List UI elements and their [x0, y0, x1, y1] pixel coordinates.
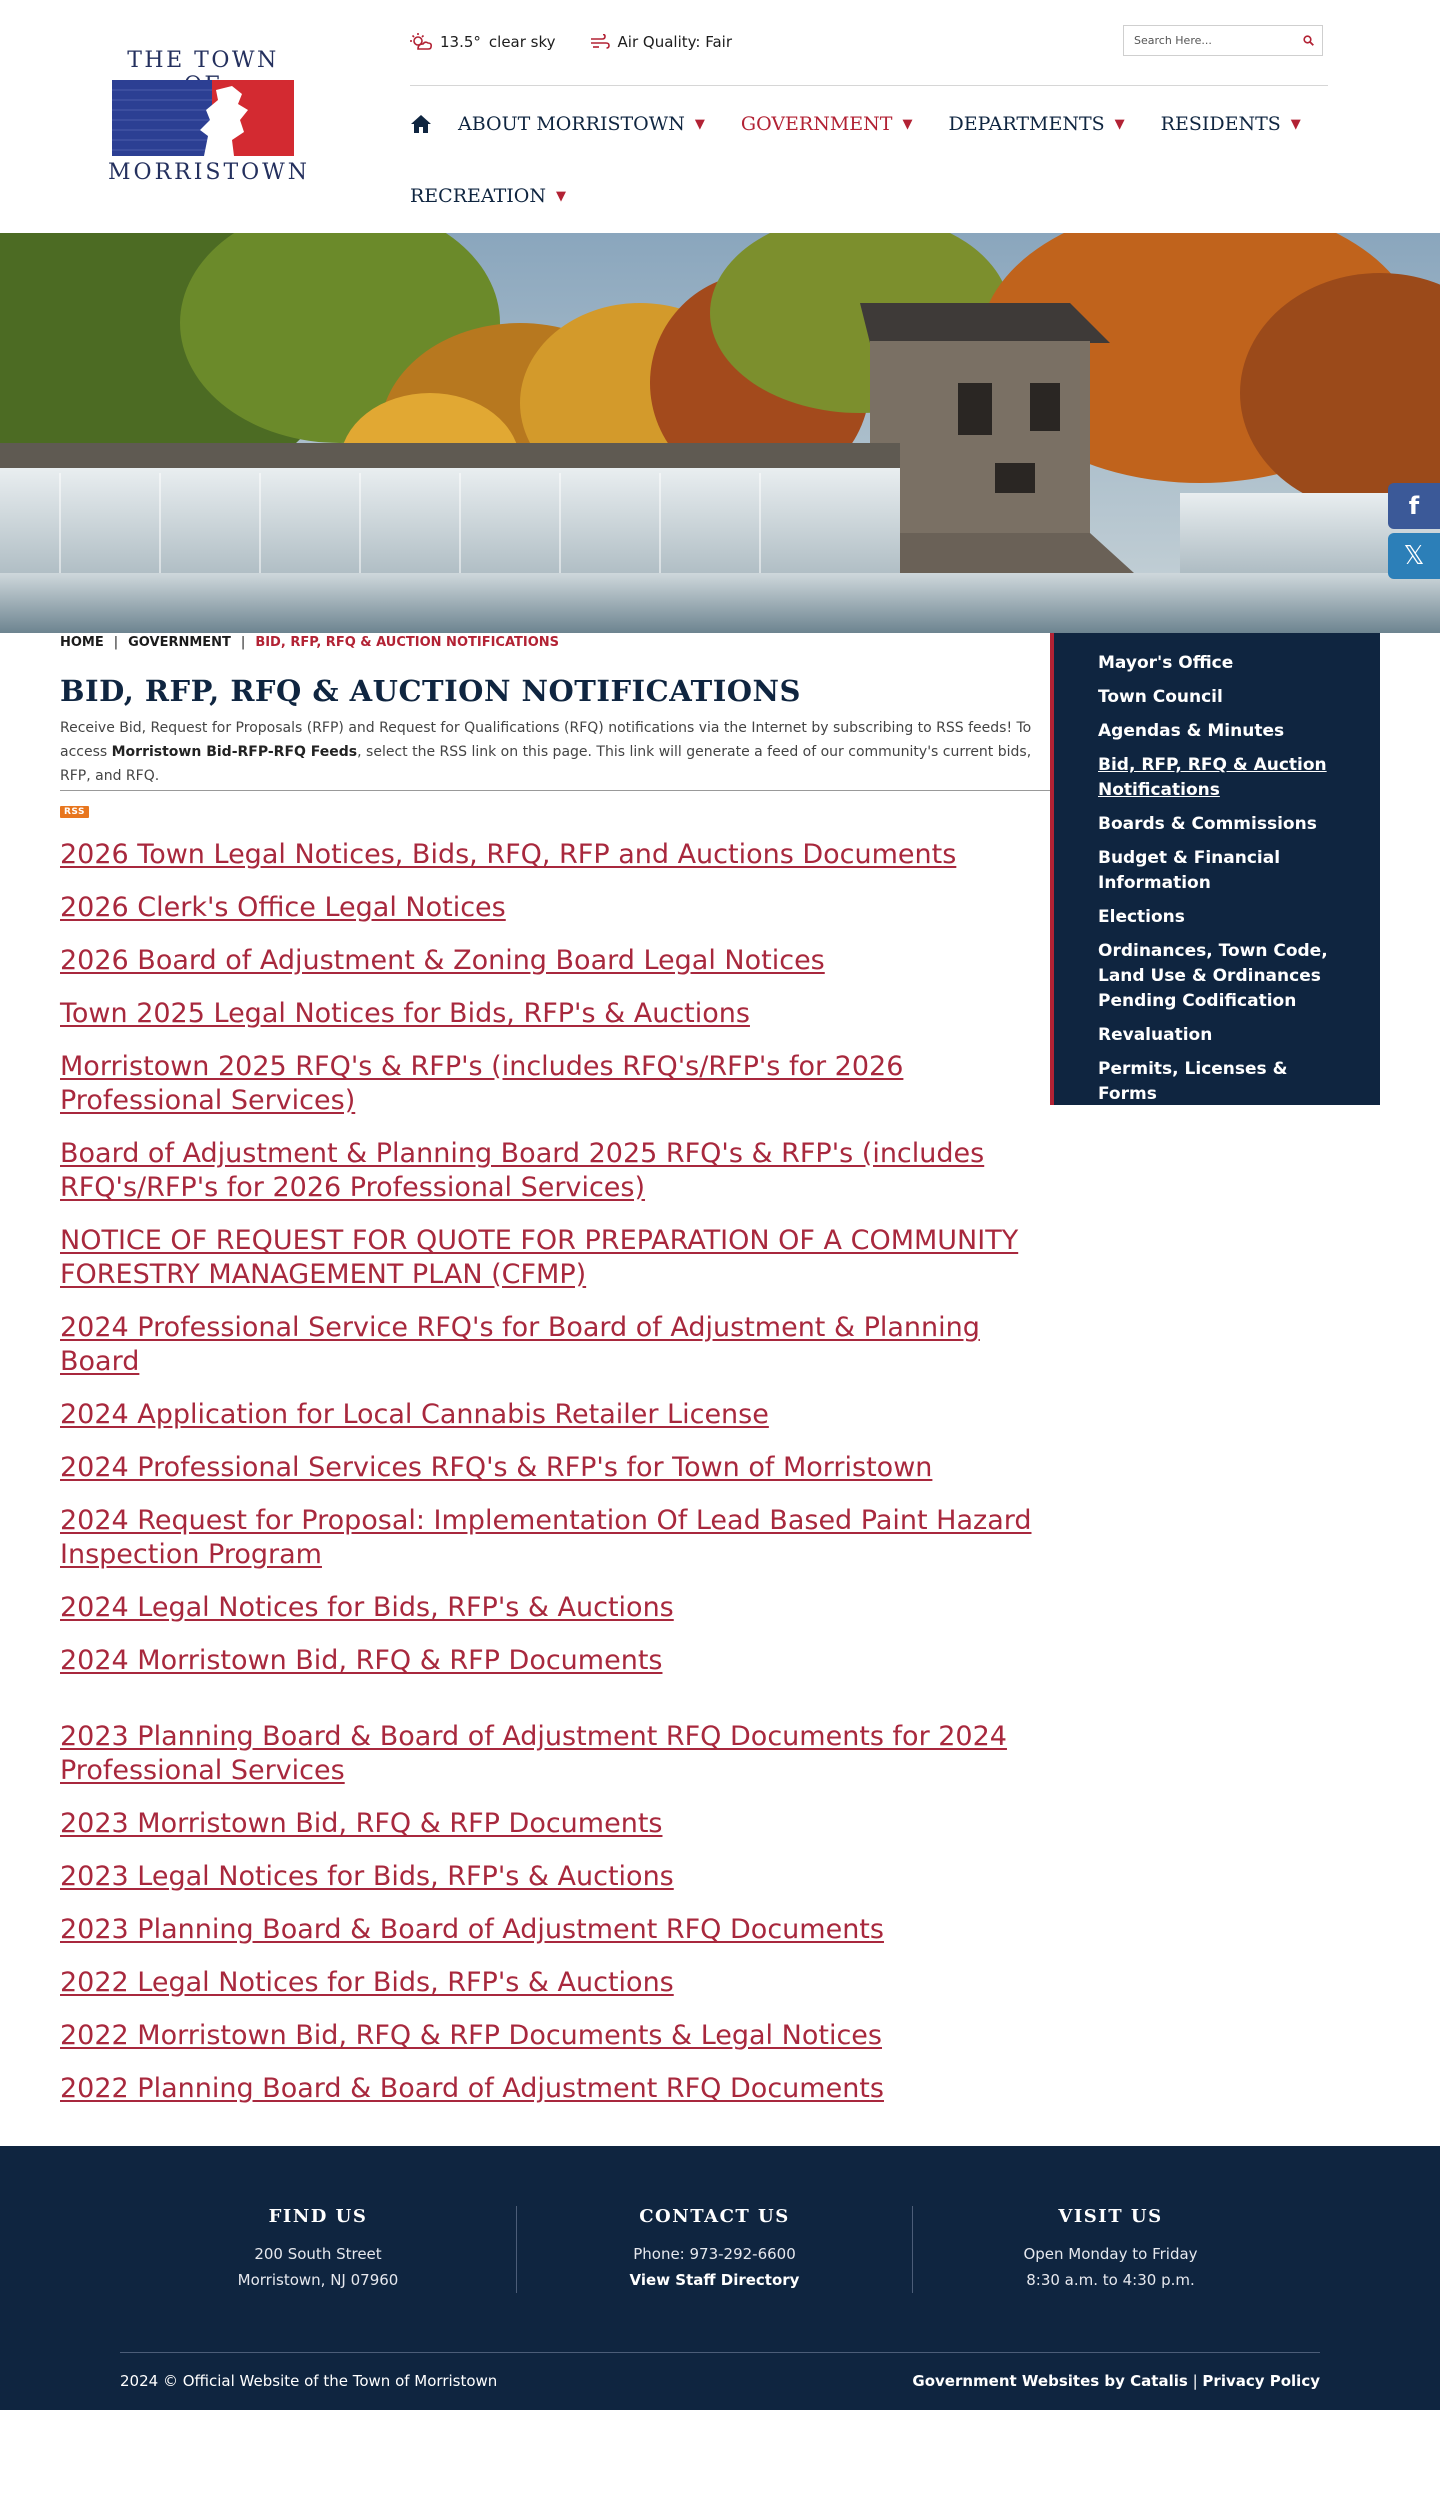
chevron-down-icon: ▼: [555, 188, 566, 204]
wind-icon: [590, 34, 610, 50]
hero-banner: [0, 233, 1440, 633]
document-link[interactable]: 2026 Town Legal Notices, Bids, RFQ, RFP and Auctions Documents: [60, 839, 957, 870]
x-icon[interactable]: 𝕏: [1388, 533, 1440, 579]
list-item: [60, 1504, 1050, 1572]
list-item: [60, 1591, 1050, 1625]
logo-emblem: [112, 80, 294, 156]
breadcrumb-government[interactable]: GOVERNMENT: [128, 635, 231, 650]
intro-divider: [60, 790, 1050, 791]
chevron-down-icon: ▼: [1290, 116, 1301, 132]
list-item: [60, 2072, 1050, 2106]
intro-text-b: , select the RSS link on this page. This link will generate a feed of our community's current bids, RFP, and RFQ.: [60, 744, 1032, 784]
footer-contact-title: CONTACT US: [639, 2206, 790, 2227]
footer-contact-us: [516, 2206, 912, 2293]
search-button[interactable]: [1294, 26, 1322, 55]
main-nav: [410, 104, 1330, 216]
sidebar-item-ordinances[interactable]: Ordinances, Town Code, Land Use & Ordinances Pending Codification: [1098, 941, 1328, 1011]
nav-government-label: GOVERNMENT: [740, 113, 893, 135]
list-item: [60, 944, 1050, 978]
weather-condition: clear sky: [488, 33, 556, 51]
footer-divider: [120, 2352, 1320, 2353]
nav-recreation-label: RECREATION: [410, 185, 546, 207]
document-link[interactable]: 2022 Legal Notices for Bids, RFP's & Auctions: [60, 1967, 674, 1998]
sidebar-item-revaluation[interactable]: Revaluation: [1098, 1025, 1213, 1045]
chevron-down-icon: ▼: [902, 116, 913, 132]
air-quality: [590, 33, 732, 51]
search-icon: [1303, 35, 1314, 46]
list-item: [60, 1137, 1050, 1205]
sidebar-item-agendas-minutes[interactable]: Agendas & Minutes: [1098, 721, 1285, 741]
footer-hours-time: 8:30 a.m. to 4:30 p.m.: [1026, 2271, 1195, 2289]
breadcrumb-separator: |: [113, 635, 119, 650]
nav-residents[interactable]: [1161, 113, 1301, 135]
sidebar-item-permits[interactable]: Permits, Licenses & Forms: [1098, 1059, 1288, 1104]
sidebar-item-boards-commissions[interactable]: Boards & Commissions: [1098, 814, 1317, 834]
document-link[interactable]: 2024 Legal Notices for Bids, RFP's & Auctions: [60, 1592, 674, 1623]
site-footer: [0, 2146, 1440, 2410]
staff-directory-link[interactable]: View Staff Directory: [629, 2271, 800, 2289]
list-item: [60, 1807, 1050, 1841]
home-link[interactable]: [410, 112, 432, 136]
temperature-value: 13.5°: [440, 33, 481, 51]
nav-government[interactable]: [741, 113, 913, 135]
list-item: [60, 838, 1050, 872]
list-item: [60, 1860, 1050, 1894]
chevron-down-icon: ▼: [1114, 116, 1125, 132]
nav-about-label: ABOUT MORRISTOWN: [458, 113, 685, 135]
chevron-down-icon: ▼: [694, 116, 705, 132]
document-link[interactable]: Board of Adjustment & Planning Board 2025 RFQ's & RFP's (includes RFQ's/RFP's for 2026 Professional Services): [60, 1138, 985, 1203]
document-link[interactable]: 2023 Planning Board & Board of Adjustment RFQ Documents: [60, 1914, 884, 1945]
breadcrumb-current: BID, RFP, RFQ & AUCTION NOTIFICATIONS: [255, 635, 560, 650]
footer-find-us: [120, 2206, 516, 2293]
list-item: [60, 2019, 1050, 2053]
hero-image: [0, 233, 1440, 633]
footer-link-divider: |: [1192, 2372, 1198, 2390]
social-links: [1388, 483, 1440, 583]
page-title: BID, RFP, RFQ & AUCTION NOTIFICATIONS: [60, 674, 801, 708]
copyright: 2024 © Official Website of the Town of Morristown: [120, 2372, 498, 2390]
weather-bar: [410, 33, 732, 51]
sidebar-item-elections[interactable]: Elections: [1098, 907, 1185, 927]
document-list: [60, 838, 1050, 2106]
search-box: [1123, 25, 1323, 56]
footer-columns: [120, 2206, 1320, 2293]
footer-hours-days: Open Monday to Friday: [1023, 2245, 1198, 2263]
footer-links: [912, 2372, 1320, 2390]
list-item: [60, 1913, 1050, 1947]
nav-row-1: [410, 104, 1330, 144]
list-item: [60, 1050, 1050, 1118]
nav-about[interactable]: [458, 113, 705, 135]
list-item: [60, 997, 1050, 1031]
sun-cloud-icon: [410, 33, 432, 51]
document-link[interactable]: 2024 Request for Proposal: Implementation Of Lead Based Paint Hazard Inspection Program: [60, 1505, 1032, 1570]
weather-temp: [410, 33, 556, 51]
list-item: [60, 891, 1050, 925]
intro-text: [60, 716, 1050, 788]
rss-button[interactable]: RSS: [60, 806, 89, 818]
document-link[interactable]: 2024 Application for Local Cannabis Retailer License: [60, 1399, 769, 1430]
home-icon: [410, 114, 432, 134]
document-link[interactable]: NOTICE OF REQUEST FOR QUOTE FOR PREPARATION OF A COMMUNITY FORESTRY MANAGEMENT PLAN (CFMP): [60, 1225, 1019, 1290]
logo-bottom-text: MORRISTOWN: [108, 160, 311, 185]
breadcrumb: [60, 635, 559, 650]
intro-bold: Morristown Bid-RFP-RFQ Feeds: [111, 744, 358, 760]
footer-bottom-bar: [120, 2372, 1320, 2390]
vendor-link[interactable]: Government Websites by Catalis: [912, 2372, 1188, 2390]
document-link[interactable]: 2023 Planning Board & Board of Adjustment RFQ Documents for 2024 Professional Services: [60, 1721, 1007, 1786]
document-link[interactable]: Morristown 2025 RFQ's & RFP's (includes RFQ's/RFP's for 2026 Professional Services): [60, 1051, 904, 1116]
footer-phone[interactable]: Phone: 973-292-6600: [633, 2245, 796, 2263]
section-sidebar: [1050, 633, 1380, 1105]
list-item: [60, 1311, 1050, 1379]
list-item: [60, 1224, 1050, 1292]
list-item: [60, 1720, 1050, 1788]
document-link[interactable]: Town 2025 Legal Notices for Bids, RFP's & Auctions: [60, 998, 750, 1029]
list-item: [60, 1966, 1050, 2000]
breadcrumb-separator: |: [240, 635, 246, 650]
document-link[interactable]: 2023 Morristown Bid, RFQ & RFP Documents: [60, 1808, 663, 1839]
document-link[interactable]: 2022 Planning Board & Board of Adjustment RFQ Documents: [60, 2073, 884, 2104]
site-header: [0, 0, 1440, 233]
header-divider: [410, 85, 1328, 86]
main-content: [60, 674, 1050, 2125]
list-item: [60, 1451, 1050, 1485]
logo-top-text: THE TOWN: [127, 48, 279, 73]
nav-departments[interactable]: [948, 113, 1124, 135]
privacy-policy-link[interactable]: Privacy Policy: [1202, 2372, 1320, 2390]
footer-visit-title: VISIT US: [1058, 2206, 1163, 2227]
air-quality-label: Air Quality: Fair: [617, 33, 733, 51]
sidebar-item-bid-rfp-rfq[interactable]: Bid, RFP, RFQ & Auction Notifications: [1098, 755, 1327, 800]
document-link[interactable]: 2026 Clerk's Office Legal Notices: [60, 892, 506, 923]
intro-text-a: Receive Bid, Request for Proposals (RFP) and Request for Qualifications (RFQ) notifications via the Internet by subscribing to RSS feeds! To access: [60, 720, 1032, 760]
facebook-icon[interactable]: f: [1388, 483, 1440, 529]
document-link[interactable]: 2026 Board of Adjustment & Zoning Board Legal Notices: [60, 945, 825, 976]
breadcrumb-home[interactable]: HOME: [60, 635, 104, 650]
nav-residents-label: RESIDENTS: [1160, 113, 1281, 135]
sidebar-item-town-council[interactable]: Town Council: [1098, 687, 1223, 707]
footer-address-line2: Morristown, NJ 07960: [237, 2271, 399, 2289]
nav-recreation[interactable]: [410, 185, 566, 207]
list-item: [60, 1398, 1050, 1432]
document-link[interactable]: 2024 Morristown Bid, RFQ & RFP Documents: [60, 1645, 663, 1676]
document-link[interactable]: 2024 Professional Service RFQ's for Board of Adjustment & Planning Board: [60, 1312, 980, 1377]
document-link[interactable]: 2023 Legal Notices for Bids, RFP's & Auctions: [60, 1861, 674, 1892]
search-input[interactable]: [1124, 26, 1294, 55]
document-link[interactable]: 2022 Morristown Bid, RFQ & RFP Documents & Legal Notices: [60, 2020, 882, 2051]
sidebar-item-budget-financial[interactable]: Budget & Financial Information: [1098, 848, 1281, 893]
sidebar-item-mayors-office[interactable]: Mayor's Office: [1098, 653, 1234, 673]
town-logo[interactable]: [108, 48, 311, 188]
list-item: [60, 1644, 1050, 1678]
document-link[interactable]: 2024 Professional Services RFQ's & RFP's for Town of Morristown: [60, 1452, 933, 1483]
nav-departments-label: DEPARTMENTS: [948, 113, 1105, 135]
footer-find-title: FIND US: [268, 2206, 368, 2227]
footer-address-line1: 200 South Street: [254, 2245, 382, 2263]
nav-row-2: [410, 176, 1330, 216]
footer-visit-us: [912, 2206, 1308, 2293]
